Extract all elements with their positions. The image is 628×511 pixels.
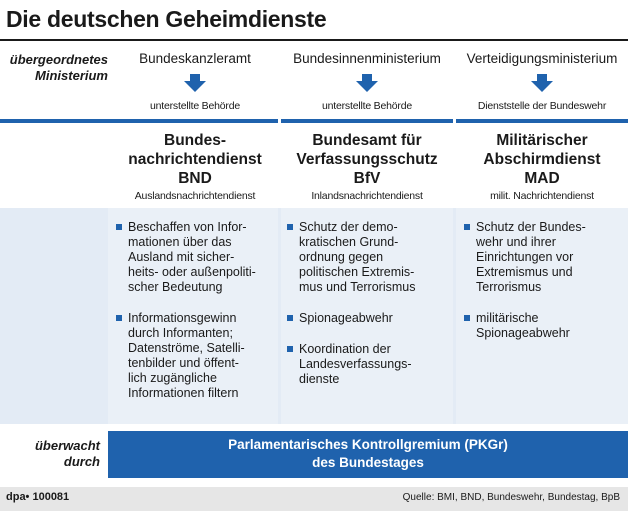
label-oversight bbox=[4, 438, 100, 470]
agency-bfv bbox=[281, 131, 453, 188]
oversight-line2: des Bundestages bbox=[312, 455, 424, 470]
task-line: Terrorismus bbox=[476, 280, 542, 294]
task-line: lich zugängliche bbox=[128, 371, 217, 385]
task-line: Ausland mit sicher- bbox=[128, 250, 235, 264]
label-ministry-line1: übergeordnetes bbox=[9, 52, 108, 67]
label-oversight-line2: durch bbox=[63, 454, 100, 469]
agency-bnd-line2: nachrichtendienst bbox=[128, 151, 262, 168]
task-line: Beschaffen von Infor- bbox=[128, 220, 247, 234]
agency-mad-line2: Abschirmdienst bbox=[483, 151, 601, 168]
task-line: Einrichtungen vor bbox=[476, 250, 574, 264]
task-line: dienste bbox=[299, 372, 340, 386]
task-line: Datenströme, Satelli- bbox=[128, 341, 245, 355]
task-line: wehr und ihrer bbox=[476, 235, 556, 249]
task-line: Schutz der Bundes- bbox=[476, 220, 586, 234]
ministry-bfv: Bundesinnenministerium bbox=[293, 51, 441, 66]
agency-bnd-line3: BND bbox=[178, 170, 212, 187]
task-line: mus und Terrorismus bbox=[299, 280, 416, 294]
bullet-square-icon bbox=[116, 315, 122, 321]
task-list-bfv bbox=[287, 220, 451, 403]
list-item bbox=[116, 311, 278, 401]
chart-title: Die deutschen Geheimdienste bbox=[6, 6, 327, 32]
task-line: tenbilder und öffent- bbox=[128, 356, 239, 370]
task-line: Informationsgewinn bbox=[128, 311, 237, 325]
list-item bbox=[287, 342, 451, 387]
ministry-bnd: Bundeskanzleramt bbox=[139, 51, 251, 66]
ministry-mad: Verteidigungsministerium bbox=[466, 51, 618, 66]
task-line: Koordination der bbox=[299, 342, 391, 356]
agency-mad-line1: Militärischer bbox=[496, 132, 588, 149]
agency-mad-line3: MAD bbox=[524, 170, 560, 187]
task-line: Spionageabwehr bbox=[299, 311, 393, 325]
source-credit: Quelle: BMI, BND, Bundeswehr, Bundestag, BpB bbox=[402, 492, 620, 503]
agency-desc-bfv: Inlandsnachrichtendienst bbox=[311, 190, 423, 202]
bullet-square-icon bbox=[287, 224, 293, 230]
task-list-mad bbox=[464, 220, 626, 357]
arrow-down-icon bbox=[356, 74, 378, 92]
bullet-square-icon bbox=[287, 315, 293, 321]
list-item bbox=[116, 220, 278, 295]
title-rule bbox=[0, 39, 628, 41]
bullet-square-icon bbox=[464, 224, 470, 230]
task-line: ordnung gegen bbox=[299, 250, 384, 264]
relation-bfv: unterstellte Behörde bbox=[322, 100, 412, 112]
task-line: militärische bbox=[476, 311, 539, 325]
list-item bbox=[287, 311, 451, 326]
task-line: Informationen filtern bbox=[128, 386, 239, 400]
agency-bfv-line3: BfV bbox=[353, 170, 381, 187]
agency-bfv-line2: Verfassungsschutz bbox=[296, 151, 438, 168]
agency-desc-bnd: Auslandsnachrichtendienst bbox=[134, 190, 256, 202]
label-ministry bbox=[4, 52, 108, 84]
task-line: durch Informanten; bbox=[128, 326, 233, 340]
divider-bar-bnd bbox=[0, 119, 278, 123]
task-line: mationen über das bbox=[128, 235, 232, 249]
arrow-down-icon bbox=[531, 74, 553, 92]
agency-bfv-line1: Bundesamt für bbox=[312, 132, 422, 149]
label-oversight-line1: überwacht bbox=[34, 438, 100, 453]
oversight-line1: Parlamentarisches Kontrollgremium (PKGr) bbox=[228, 437, 508, 452]
task-list-bnd bbox=[116, 220, 278, 417]
task-line: Extremismus und bbox=[476, 265, 573, 279]
label-ministry-line2: Ministerium bbox=[35, 68, 108, 83]
list-item bbox=[464, 220, 626, 295]
list-item bbox=[464, 311, 626, 341]
bullet-square-icon bbox=[464, 315, 470, 321]
oversight-box bbox=[108, 431, 628, 478]
agency-desc-mad: milit. Nachrichtendienst bbox=[490, 190, 594, 202]
divider-bar-bfv bbox=[281, 119, 453, 123]
agency-mad bbox=[456, 131, 628, 188]
task-line: kratischen Grund- bbox=[299, 235, 399, 249]
bullet-square-icon bbox=[116, 224, 122, 230]
list-item bbox=[287, 220, 451, 295]
task-line: Schutz der demo- bbox=[299, 220, 398, 234]
task-line: Landesverfassungs- bbox=[299, 357, 412, 371]
divider-bar-mad bbox=[456, 119, 628, 123]
agency-bnd bbox=[110, 131, 280, 188]
agency-bnd-line1: Bundes- bbox=[164, 132, 226, 149]
task-line: politischen Extremis- bbox=[299, 265, 415, 279]
bullet-square-icon bbox=[287, 346, 293, 352]
dpa-id: dpa• 100081 bbox=[6, 491, 70, 503]
task-line: heits- oder außenpoliti- bbox=[128, 265, 256, 279]
task-line: scher Bedeutung bbox=[128, 280, 223, 294]
relation-bnd: unterstellte Behörde bbox=[150, 100, 240, 112]
task-line: Spionageabwehr bbox=[476, 326, 570, 340]
arrow-down-icon bbox=[184, 74, 206, 92]
relation-mad: Dienststelle der Bundeswehr bbox=[477, 100, 607, 112]
